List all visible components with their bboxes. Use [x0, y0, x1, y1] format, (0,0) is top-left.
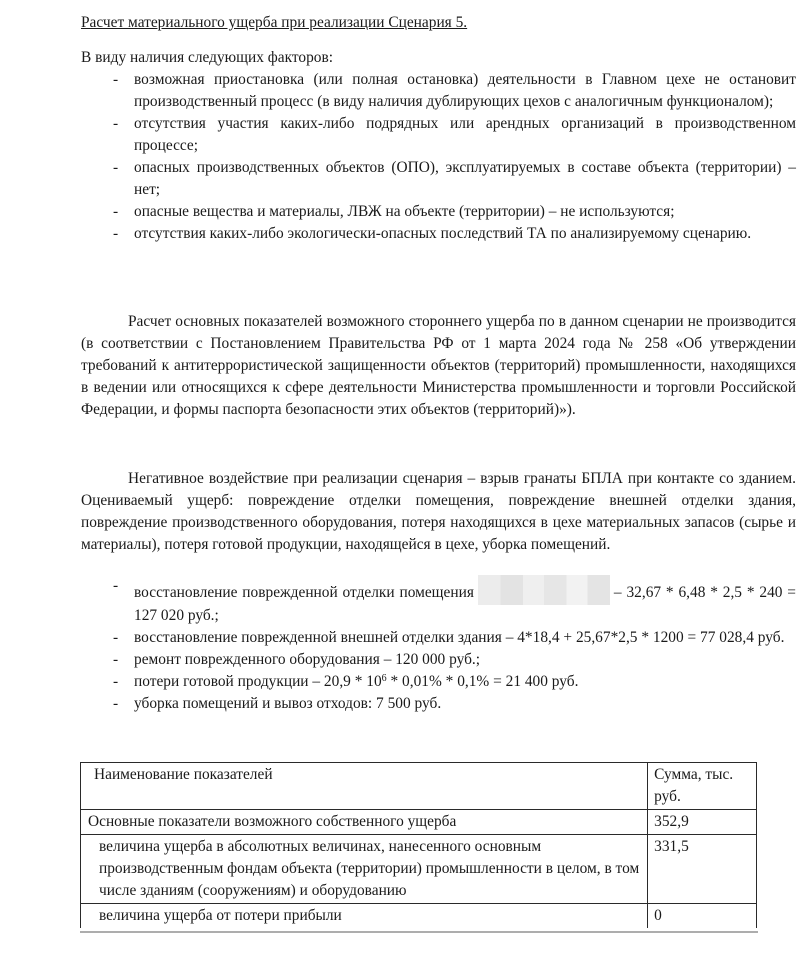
factors-list [81, 69, 796, 245]
paragraph-negative-impact: Негативное воздействие при реализации сценария – взрыв гранаты БПЛА при контакте со зданием. Оцениваемый ущерб: повреждение отделки помещения, повреждение внешней отделки здания, повреждение производственного оборудования, потеря находящихся в цехе материальных запасов (сырье и материалы), потеря готовой продукции, находящейся в цехе, уборка помещений. [81, 470, 796, 553]
intro-text: В виду наличия следующих факторов: [81, 49, 334, 66]
bullet-dash: - [113, 225, 119, 242]
table-header-row [81, 763, 757, 810]
factor-item: - возможная приостановка (или полная остановка) деятельности в Главном цехе не остановит производственный процесс (в виду наличия дублирующих цехов с аналогичным функционалом); [113, 71, 796, 110]
table-cell-value: 352,9 [648, 810, 757, 835]
factor-item: - опасные вещества и материалы, ЛВЖ на объекте (территории) – не используются; [81, 201, 796, 223]
table-row [81, 810, 757, 835]
table-cut-edge [80, 931, 758, 933]
table-row [81, 904, 757, 929]
bullet-dash: - [113, 651, 119, 668]
section-title: Расчет материального ущерба при реализации Сценария 5. [81, 14, 468, 31]
damage-summary-table [80, 762, 757, 928]
table-header-sum: Сумма, тыс. руб. [648, 763, 757, 810]
damage-item: - уборка помещений и вывоз отходов: 7 500 руб. [81, 693, 796, 715]
table-header-name: Наименование показателей [81, 763, 648, 810]
bullet-dash: - [113, 673, 119, 690]
factor-item: - отсутствия каких-либо экологически-опасных последствий ТА по анализируемому сценарию. [81, 223, 796, 245]
paragraph-third-party-damage: Расчет основных показателей возможного стороннего ущерба по в данном сценарии не производится (в соответствии с Постановлением Правительства РФ от 1 марта 2024 года № 258 «Об утверждении требований к антитеррористической защищенности объектов (территорий) промышленности, находящихся в ведении или относящихся к сфере деятельности Министерства промышленности и торговли Российской Федерации, и формы паспорта безопасности этих объектов (территорий)»). [81, 313, 796, 418]
damage-item: - ремонт поврежденного оборудования – 120 000 руб.; [81, 649, 796, 671]
bullet-dash: - [113, 71, 119, 88]
bullet-dash: - [113, 695, 119, 712]
bullet-dash: - [113, 203, 119, 220]
damages-list [81, 575, 796, 715]
damage-item: - потери готовой продукции – $20,9 * 10^6 * 0,01\% * 0,1\% = 21$ 400 руб. [81, 671, 796, 693]
bullet-dash: - [113, 577, 119, 594]
table-cell-value: 0 [648, 904, 757, 929]
table-cell-label: величина ущерба от потери прибыли [81, 904, 648, 929]
table-cell-label: величина ущерба в абсолютных величинах, нанесенного основным производственным фондам объекта (территории) промышленности в целом, в том числе зданиям (сооружениям) и оборудованию [81, 835, 648, 904]
damage-item: - восстановление поврежденной внешней отделки здания – 4*18,4 + 25,67*2,5 * 1200 = 77 028,4 руб. [81, 627, 796, 649]
bullet-dash: - [113, 159, 119, 176]
table-row [81, 835, 757, 904]
damage-item: - восстановление поврежденной отделки помещения – 32,67 * 6,48 * 2,5 * 240 = 127 020 руб.; [113, 577, 796, 624]
bullet-dash: - [113, 115, 119, 132]
table-cell-value: 331,5 [648, 835, 757, 904]
factor-item: - отсутствия участия каких-либо подрядных или арендных организаций в производственном процессе; [113, 115, 796, 154]
redacted-area [478, 575, 610, 605]
bullet-dash: - [113, 629, 119, 646]
factor-item: - опасных производственных объектов (ОПО), эксплуатируемых в составе объекта (территории) – нет; [113, 159, 796, 198]
table-cell-label: Основные показатели возможного собственного ущерба [81, 810, 648, 835]
